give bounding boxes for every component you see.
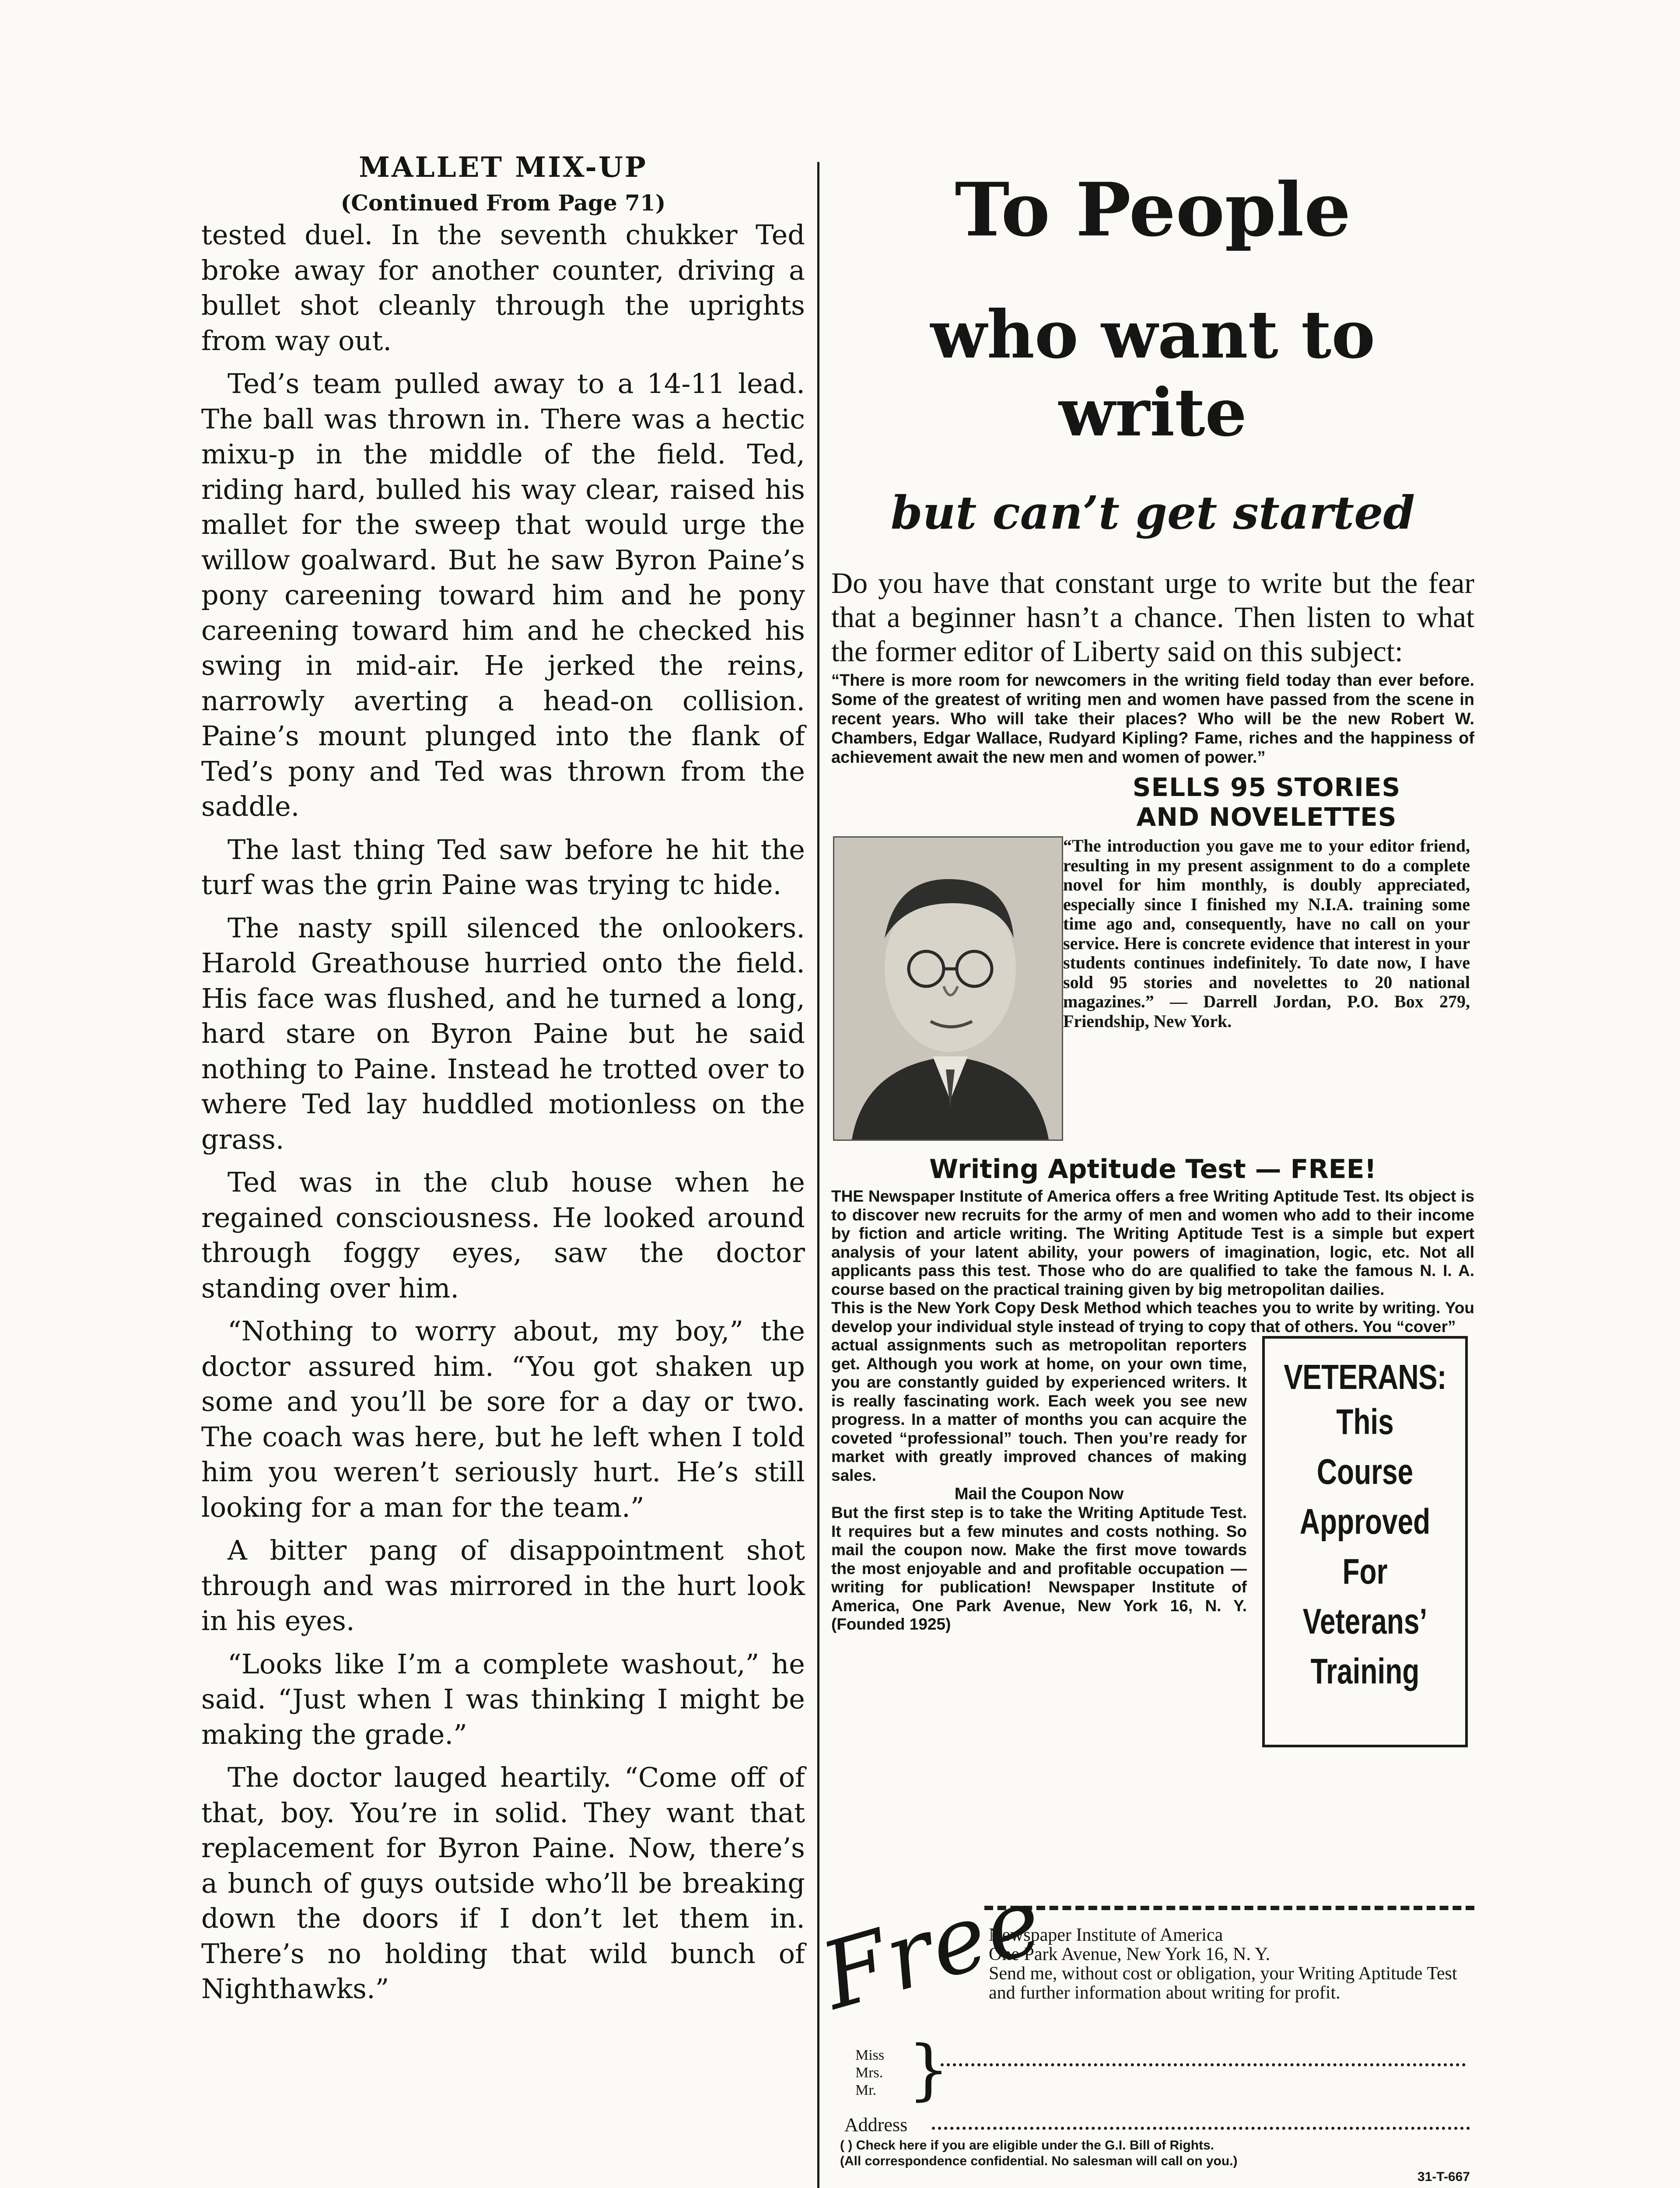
aptitude-test-body: THE Newspaper Institute of America offers a free Writing Aptitude Test. Its object is to discover new recruits for the army of men and women who add to their income by fiction and article writing. The Writing Aptitude Test is a simple but expert analysis of your latent ability, your powers of imagination, logic, etc. Not all applicants pass this test. Those who do are qualified to take the famous N. I. A. course based on the practical training given by big metropolitan dailies. bbox=[831, 1187, 1474, 1298]
story-paragraph: The nasty spill silenced the onlookers. Harold Greathouse hurried onto the field. His face was flushed, and he turned a long, hard stare on Byron Paine but he said nothing to Paine. Instead he trotted over to where Ted lay huddled motionless on the grass. bbox=[201, 912, 805, 1155]
name-field[interactable] bbox=[941, 2063, 1466, 2066]
nia-advertisement bbox=[831, 166, 1474, 1691]
story-title: MALLET MIX-UP bbox=[359, 151, 648, 184]
copy-desk-method-body: This is the New York Copy Desk Method which teaches you to write by writing. You develop your individual style instead of trying to copy that of others. You “cover” bbox=[831, 1299, 1474, 1336]
ad-lower-section bbox=[831, 1336, 1474, 1691]
gi-bill-checkbox-text[interactable]: ( ) Check here if you are eligible under the G.I. Bill of Rights. bbox=[840, 2138, 1214, 2153]
sells-heading-line-2: AND NOVELETTES bbox=[1136, 802, 1397, 832]
veterans-line: Veterans’ bbox=[1302, 1602, 1428, 1641]
testimonial-text: “The introduction you gave me to your editor friend, resulting in my present assignment to do a complete novel for him monthly, is doubly appreciated, especially since I finished my N.I.A. training some time ago and, consequently, have no call on your service. Here is concrete evidence that interest in your students continues indefinitely. To date now, I have sold 95 stories and novelettes to 20 national magazines.” — Darrell Jordan, P.O. Box 279, Friendship, New York. bbox=[1063, 836, 1470, 1031]
ad-lead-paragraph: Do you have that constant urge to write but the fear that a beginner hasn’t a chance. Then listen to what the former editor of Liberty said on this subject: bbox=[831, 566, 1474, 668]
coupon-free-script: Free bbox=[810, 1865, 1055, 2030]
coupon-fine-print bbox=[840, 2138, 1470, 2184]
sells-heading-line-1: SELLS 95 STORIES bbox=[1132, 772, 1401, 802]
ad-headline: To People bbox=[955, 166, 1351, 253]
veterans-line: This bbox=[1336, 1402, 1394, 1442]
veterans-line: Training bbox=[1310, 1652, 1420, 1691]
ad-lower-text bbox=[831, 1336, 1247, 1634]
mail-coupon-body: But the first step is to take the Writing Aptitude Test. It requires but a few minutes and costs nothing. So mail the coupon now. Make the first move towards the most enjoyable and and profitable occupation — writing for publication! Newspaper Institute of America, One Park Avenue, New York 16, N. Y. (Founded 1925) bbox=[831, 1504, 1247, 1633]
mail-in-coupon[interactable] bbox=[810, 1865, 1474, 2188]
veterans-box bbox=[1262, 1336, 1468, 1747]
coupon-cut-line bbox=[984, 1906, 1474, 1910]
salutation-mrs: Mrs. bbox=[855, 2065, 883, 2081]
mail-coupon-heading: Mail the Coupon Now bbox=[954, 1485, 1124, 1503]
testimonial bbox=[831, 836, 1474, 1151]
portrait-drawing bbox=[834, 838, 1062, 1140]
coupon-request-text: Send me, without cost or obligation, your Writing Aptitude Test and further information about writing for profit. bbox=[989, 1964, 1457, 2003]
coupon-code: 31-T-667 bbox=[1417, 2170, 1470, 2184]
veterans-line: Course bbox=[1316, 1452, 1414, 1492]
story-paragraph: Ted’s team pulled away to a 14-11 lead. The ball was thrown in. There was a hectic mixu-p in the middle of the field. Ted, riding hard, bulled his way clear, raised his mallet for the sweep that would urge the willow goalward. But he saw Byron Paine’s pony careening toward him and he pony careening toward him and he checked his swing in mid-air. He jerked the reins, narrowly averting a head-on collision. Paine’s mount plunged into the flank of Ted’s pony and Ted was thrown from the saddle. bbox=[201, 368, 805, 822]
column-divider bbox=[817, 162, 819, 2188]
coupon-addr-line: Newspaper Institute of America bbox=[989, 1925, 1223, 1945]
author-portrait bbox=[833, 836, 1063, 1141]
coupon-addr-line: One Park Avenue, New York 16, N. Y. bbox=[989, 1944, 1270, 1964]
sells-heading bbox=[1059, 772, 1474, 832]
salutation-miss: Miss bbox=[855, 2047, 885, 2063]
address-field[interactable] bbox=[932, 2127, 1470, 2130]
story-paragraph: Ted was in the club house when he regained consciousness. He looked around through foggy eyes, saw the doctor standing over him. bbox=[201, 1166, 805, 1304]
story-paragraph: “Nothing to worry about, my boy,” the doctor assured him. “You got shaken up some and you’ll be sore for a day or two. The coach was here, but he left when I told him you weren’t seriously hurt. He’s still looking for a man for the team.” bbox=[201, 1315, 805, 1523]
ad-subheadline: but can’t get started bbox=[890, 486, 1415, 540]
veterans-line: Approved bbox=[1299, 1502, 1431, 1542]
story-paragraph: The last thing Ted saw before he hit the turf was the grin Paine was trying tc hide. bbox=[201, 833, 805, 901]
liberty-editor-quote: “There is more room for newcomers in the writing field today than ever before. Some of the greatest of writing men and women have passed from the scene in recent years. Who will take their places? Who will be the new Robert W. Chambers, Edgar Wallace, Rudyard Kipling? Fame, riches and the happiness of achievement await the new men and women of power.” bbox=[831, 671, 1474, 767]
story-paragraph: The doctor lauged heartily. “Come off of that, boy. You’re in solid. They want that replacement for Byron Paine. Now, there’s a bunch of guys outside who’ll be breaking down the doors if I don’t let them in. There’s no holding that wild bunch of Nighthawks.” bbox=[201, 1761, 805, 2005]
story-paragraph: tested duel. In the seventh chukker Ted broke away for another counter, driving a bullet shot cleanly through the uprights from way out. bbox=[201, 219, 805, 357]
ad-headline-line-2: who want to write bbox=[930, 296, 1376, 451]
confidential-note: (All correspondence confidential. No salesman will call on you.) bbox=[840, 2154, 1238, 2168]
story-paragraph: “Looks like I’m a complete washout,” he said. “Just when I was thinking I might be making the grade.” bbox=[201, 1648, 805, 1750]
story-paragraph: A bitter pang of disappointment shot through and was mirrored in the hurt look in his eyes. bbox=[201, 1534, 805, 1637]
continued-note: (Continued From Page 71) bbox=[340, 190, 666, 216]
story-column bbox=[201, 151, 805, 2015]
salutation-options bbox=[855, 2047, 884, 2099]
address-label: Address bbox=[844, 2114, 908, 2135]
method-body-continued: actual assignments such as metropolitan reporters get. Although you work at home, on your own time, you are constantly guided by experienced writers. It is really fascinating work. Each week you see new progress. In a matter of months you can acquire the coveted “professional” touch. Then you’re ready for market with greatly improved chances of making sales. bbox=[831, 1336, 1247, 1484]
veterans-line: For bbox=[1342, 1552, 1388, 1592]
veterans-heading: VETERANS: bbox=[1284, 1357, 1446, 1396]
brace-icon: } bbox=[908, 2032, 950, 2108]
salutation-mr: Mr. bbox=[855, 2082, 877, 2098]
aptitude-test-heading: Writing Aptitude Test — FREE! bbox=[929, 1154, 1376, 1185]
coupon-address-block bbox=[989, 1925, 1470, 2002]
